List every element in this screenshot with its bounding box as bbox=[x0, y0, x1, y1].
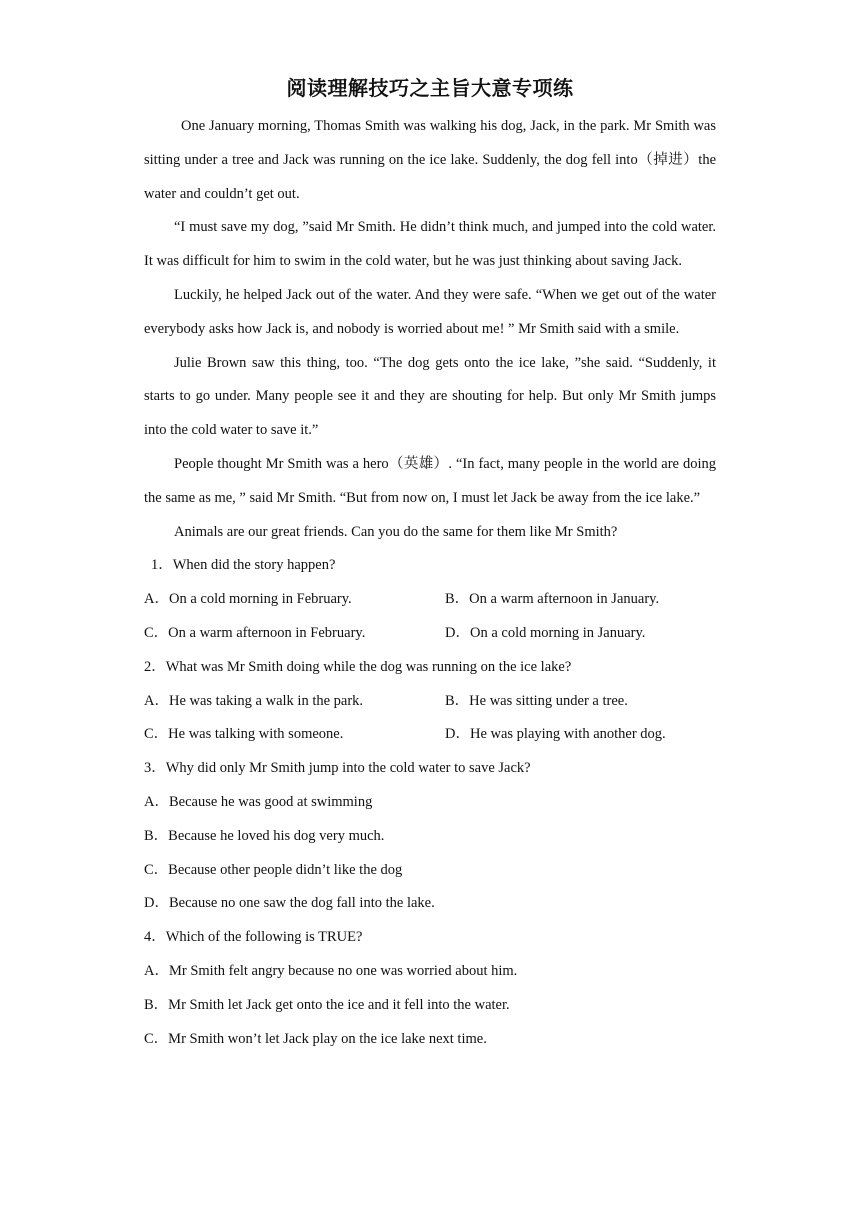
passage-paragraph: Luckily, he helped Jack out of the water. And they were safe. “When we get out of the water everybody asks how Jack is, and nobody is worried about me! ” Mr Smith said with a smile. bbox=[144, 286, 716, 337]
question-stem: 4．Which of the following is TRUE? bbox=[144, 929, 363, 946]
option-row bbox=[144, 583, 716, 617]
option-a[interactable]: A．On a cold morning in February. bbox=[144, 591, 352, 608]
option-b[interactable]: B．He was sitting under a tree. bbox=[445, 692, 628, 709]
option-c[interactable]: C．On a warm afternoon in February. bbox=[144, 624, 366, 641]
question-stem: 1．When did the story happen? bbox=[151, 557, 336, 574]
question-stem: 2．What was Mr Smith doing while the dog was running on the ice lake? bbox=[144, 658, 572, 675]
option-a[interactable]: A．Because he was good at swimming bbox=[144, 793, 373, 810]
option-c[interactable]: C．Mr Smith won’t let Jack play on the ice lake next time. bbox=[144, 1030, 487, 1047]
passage-paragraph: “I must save my dog, ”said Mr Smith. He didn’t think much, and jumped into the cold water. It was difficult for him to swim in the cold water, but he was just thinking about saving Jack. bbox=[144, 219, 716, 270]
option-a[interactable]: A．Mr Smith felt angry because no one was worried about him. bbox=[144, 962, 518, 979]
question-stem: 3．Why did only Mr Smith jump into the cold water to save Jack? bbox=[144, 760, 531, 777]
option-b[interactable]: B．Because he loved his dog very much. bbox=[144, 827, 385, 844]
option-b[interactable]: B．Mr Smith let Jack get onto the ice and it fell into the water. bbox=[144, 996, 510, 1013]
option-row bbox=[144, 617, 716, 651]
passage-paragraph: One January morning, Thomas Smith was walking his dog, Jack, in the park. Mr Smith was sitting under a tree and Jack was running on the ice lake. Suddenly, the dog fell into（掉进）the water and couldn’t get out. bbox=[144, 118, 716, 202]
question-1 bbox=[144, 549, 716, 650]
option-d[interactable]: D．Because no one saw the dog fall into the lake. bbox=[144, 895, 435, 912]
question-3 bbox=[144, 752, 716, 921]
option-c[interactable]: C．He was talking with someone. bbox=[144, 726, 344, 743]
question-4 bbox=[144, 921, 716, 1056]
option-a[interactable]: A．He was taking a walk in the park. bbox=[144, 692, 364, 709]
option-row bbox=[144, 685, 716, 719]
passage-paragraph: Julie Brown saw this thing, too. “The dog gets onto the ice lake, ”she said. “Suddenly, it starts to go under. Many people see it and they are shouting for help. But only Mr Smith jumps into the cold water to save it.” bbox=[144, 354, 716, 439]
question-2 bbox=[144, 651, 716, 752]
document-body bbox=[144, 110, 716, 1056]
option-d[interactable]: D．He was playing with another dog. bbox=[445, 726, 666, 743]
option-row bbox=[144, 718, 716, 752]
passage-paragraph: Animals are our great friends. Can you do the same for them like Mr Smith? bbox=[174, 523, 618, 540]
page-title: 阅读理解技巧之主旨大意专项练 bbox=[286, 76, 574, 100]
passage-paragraph: People thought Mr Smith was a hero（英雄）. “In fact, many people in the world are doing the same as me, ” said Mr Smith. “But from now on, I must let Jack be away from the ice lake.” bbox=[144, 455, 716, 506]
option-b[interactable]: B．On a warm afternoon in January. bbox=[445, 591, 660, 608]
option-d[interactable]: D．On a cold morning in January. bbox=[445, 624, 646, 641]
option-c[interactable]: C．Because other people didn’t like the dog bbox=[144, 861, 403, 878]
